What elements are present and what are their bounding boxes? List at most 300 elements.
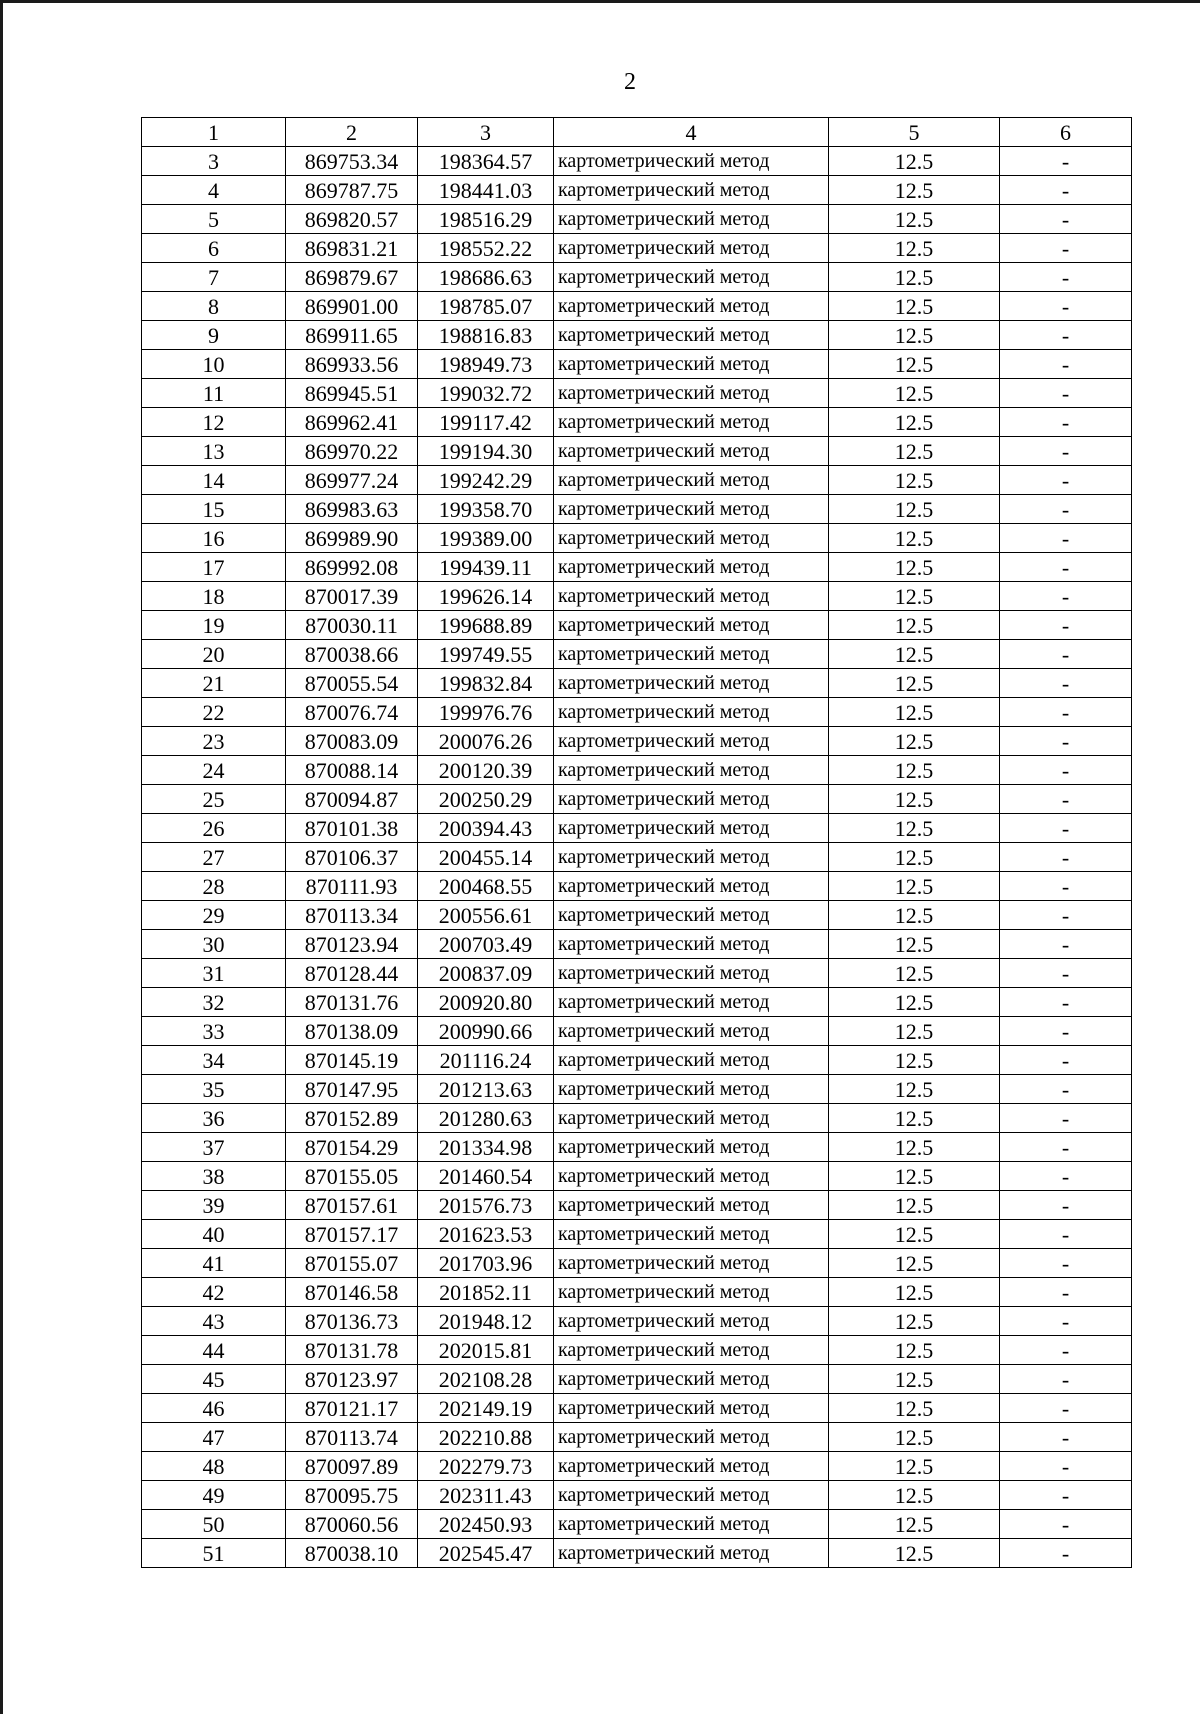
y-coordinate-cell: 200703.49 [418,930,554,959]
point-number-cell: 41 [142,1249,286,1278]
method-cell: картометрический метод [554,872,829,901]
table-row [142,727,1132,756]
table-row [142,1075,1132,1104]
note-cell: - [1000,524,1132,553]
point-number-cell: 8 [142,292,286,321]
accuracy-cell: 12.5 [829,553,1000,582]
y-coordinate-cell: 199976.76 [418,698,554,727]
table-row [142,1539,1132,1568]
table-row [142,872,1132,901]
x-coordinate-cell: 869879.67 [286,263,418,292]
point-number-cell: 44 [142,1336,286,1365]
table-row [142,756,1132,785]
table-row [142,176,1132,205]
x-coordinate-cell: 870131.76 [286,988,418,1017]
point-number-cell: 24 [142,756,286,785]
accuracy-cell: 12.5 [829,1452,1000,1481]
accuracy-cell: 12.5 [829,1133,1000,1162]
table-row [142,321,1132,350]
note-cell: - [1000,1017,1132,1046]
accuracy-cell: 12.5 [829,698,1000,727]
accuracy-cell: 12.5 [829,1423,1000,1452]
accuracy-cell: 12.5 [829,1017,1000,1046]
x-coordinate-cell: 870157.61 [286,1191,418,1220]
accuracy-cell: 12.5 [829,1336,1000,1365]
y-coordinate-cell: 202210.88 [418,1423,554,1452]
y-coordinate-cell: 202108.28 [418,1365,554,1394]
note-cell: - [1000,1191,1132,1220]
x-coordinate-cell: 869989.90 [286,524,418,553]
table-row [142,524,1132,553]
x-coordinate-cell: 870155.05 [286,1162,418,1191]
note-cell: - [1000,1510,1132,1539]
table-row [142,437,1132,466]
x-coordinate-cell: 870088.14 [286,756,418,785]
accuracy-cell: 12.5 [829,176,1000,205]
point-number-cell: 16 [142,524,286,553]
point-number-cell: 37 [142,1133,286,1162]
note-cell: - [1000,1539,1132,1568]
x-coordinate-cell: 870038.10 [286,1539,418,1568]
method-cell: картометрический метод [554,263,829,292]
method-cell: картометрический метод [554,756,829,785]
note-cell: - [1000,1220,1132,1249]
y-coordinate-cell: 200920.80 [418,988,554,1017]
method-cell: картометрический метод [554,379,829,408]
method-cell: картометрический метод [554,1104,829,1133]
y-coordinate-cell: 200837.09 [418,959,554,988]
point-number-cell: 18 [142,582,286,611]
y-coordinate-cell: 201334.98 [418,1133,554,1162]
note-cell: - [1000,292,1132,321]
point-number-cell: 43 [142,1307,286,1336]
y-coordinate-cell: 198364.57 [418,147,554,176]
x-coordinate-cell: 870076.74 [286,698,418,727]
accuracy-cell: 12.5 [829,408,1000,437]
table-row [142,553,1132,582]
table-row [142,1017,1132,1046]
column-header: 4 [554,118,829,147]
method-cell: картометрический метод [554,1452,829,1481]
note-cell: - [1000,466,1132,495]
accuracy-cell: 12.5 [829,843,1000,872]
x-coordinate-cell: 870060.56 [286,1510,418,1539]
method-cell: картометрический метод [554,1423,829,1452]
accuracy-cell: 12.5 [829,1394,1000,1423]
table-row [142,350,1132,379]
accuracy-cell: 12.5 [829,524,1000,553]
y-coordinate-cell: 200990.66 [418,1017,554,1046]
accuracy-cell: 12.5 [829,1249,1000,1278]
accuracy-cell: 12.5 [829,1481,1000,1510]
note-cell: - [1000,930,1132,959]
accuracy-cell: 12.5 [829,640,1000,669]
method-cell: картометрический метод [554,466,829,495]
y-coordinate-cell: 200250.29 [418,785,554,814]
coordinates-table [141,117,1132,1568]
table-row [142,147,1132,176]
point-number-cell: 48 [142,1452,286,1481]
x-coordinate-cell: 869911.65 [286,321,418,350]
table-row [142,959,1132,988]
table-row [142,1046,1132,1075]
y-coordinate-cell: 198441.03 [418,176,554,205]
accuracy-cell: 12.5 [829,930,1000,959]
point-number-cell: 49 [142,1481,286,1510]
accuracy-cell: 12.5 [829,959,1000,988]
y-coordinate-cell: 201623.53 [418,1220,554,1249]
method-cell: картометрический метод [554,292,829,321]
x-coordinate-cell: 870136.73 [286,1307,418,1336]
y-coordinate-cell: 201948.12 [418,1307,554,1336]
method-cell: картометрический метод [554,785,829,814]
method-cell: картометрический метод [554,901,829,930]
x-coordinate-cell: 870017.39 [286,582,418,611]
x-coordinate-cell: 869901.00 [286,292,418,321]
point-number-cell: 28 [142,872,286,901]
note-cell: - [1000,843,1132,872]
method-cell: картометрический метод [554,1307,829,1336]
x-coordinate-cell: 869753.34 [286,147,418,176]
table-row [142,669,1132,698]
y-coordinate-cell: 200120.39 [418,756,554,785]
y-coordinate-cell: 199242.29 [418,466,554,495]
method-cell: картометрический метод [554,321,829,350]
point-number-cell: 12 [142,408,286,437]
point-number-cell: 4 [142,176,286,205]
method-cell: картометрический метод [554,1046,829,1075]
note-cell: - [1000,872,1132,901]
accuracy-cell: 12.5 [829,263,1000,292]
table-row [142,292,1132,321]
point-number-cell: 30 [142,930,286,959]
x-coordinate-cell: 870157.17 [286,1220,418,1249]
table-row [142,379,1132,408]
y-coordinate-cell: 199439.11 [418,553,554,582]
table-row [142,1249,1132,1278]
note-cell: - [1000,437,1132,466]
y-coordinate-cell: 202015.81 [418,1336,554,1365]
accuracy-cell: 12.5 [829,234,1000,263]
y-coordinate-cell: 200455.14 [418,843,554,872]
y-coordinate-cell: 202450.93 [418,1510,554,1539]
y-coordinate-cell: 201280.63 [418,1104,554,1133]
y-coordinate-cell: 202149.19 [418,1394,554,1423]
x-coordinate-cell: 870121.17 [286,1394,418,1423]
x-coordinate-cell: 869962.41 [286,408,418,437]
point-number-cell: 14 [142,466,286,495]
point-number-cell: 51 [142,1539,286,1568]
column-header: 5 [829,118,1000,147]
table-row [142,582,1132,611]
column-header: 6 [1000,118,1132,147]
accuracy-cell: 12.5 [829,669,1000,698]
table-row [142,988,1132,1017]
note-cell: - [1000,263,1132,292]
note-cell: - [1000,205,1132,234]
table-row [142,930,1132,959]
note-cell: - [1000,408,1132,437]
note-cell: - [1000,1481,1132,1510]
x-coordinate-cell: 870152.89 [286,1104,418,1133]
table-row [142,1220,1132,1249]
note-cell: - [1000,1307,1132,1336]
method-cell: картометрический метод [554,350,829,379]
x-coordinate-cell: 870097.89 [286,1452,418,1481]
table-row [142,1307,1132,1336]
note-cell: - [1000,147,1132,176]
method-cell: картометрический метод [554,1394,829,1423]
y-coordinate-cell: 200076.26 [418,727,554,756]
note-cell: - [1000,1133,1132,1162]
note-cell: - [1000,669,1132,698]
point-number-cell: 33 [142,1017,286,1046]
y-coordinate-cell: 199626.14 [418,582,554,611]
accuracy-cell: 12.5 [829,901,1000,930]
note-cell: - [1000,1365,1132,1394]
accuracy-cell: 12.5 [829,1365,1000,1394]
table-row [142,495,1132,524]
method-cell: картометрический метод [554,176,829,205]
x-coordinate-cell: 869933.56 [286,350,418,379]
x-coordinate-cell: 870055.54 [286,669,418,698]
y-coordinate-cell: 200468.55 [418,872,554,901]
x-coordinate-cell: 870154.29 [286,1133,418,1162]
point-number-cell: 35 [142,1075,286,1104]
y-coordinate-cell: 199194.30 [418,437,554,466]
table-row [142,1452,1132,1481]
y-coordinate-cell: 202545.47 [418,1539,554,1568]
method-cell: картометрический метод [554,1481,829,1510]
table-row [142,1133,1132,1162]
accuracy-cell: 12.5 [829,611,1000,640]
y-coordinate-cell: 199389.00 [418,524,554,553]
method-cell: картометрический метод [554,524,829,553]
y-coordinate-cell: 201703.96 [418,1249,554,1278]
note-cell: - [1000,988,1132,1017]
point-number-cell: 20 [142,640,286,669]
x-coordinate-cell: 869787.75 [286,176,418,205]
y-coordinate-cell: 199032.72 [418,379,554,408]
method-cell: картометрический метод [554,1017,829,1046]
x-coordinate-cell: 870155.07 [286,1249,418,1278]
y-coordinate-cell: 200556.61 [418,901,554,930]
point-number-cell: 27 [142,843,286,872]
note-cell: - [1000,379,1132,408]
point-number-cell: 39 [142,1191,286,1220]
accuracy-cell: 12.5 [829,1510,1000,1539]
point-number-cell: 29 [142,901,286,930]
point-number-cell: 10 [142,350,286,379]
x-coordinate-cell: 870030.11 [286,611,418,640]
table-row [142,1336,1132,1365]
note-cell: - [1000,1336,1132,1365]
note-cell: - [1000,1278,1132,1307]
y-coordinate-cell: 201852.11 [418,1278,554,1307]
point-number-cell: 34 [142,1046,286,1075]
table-row [142,1104,1132,1133]
x-coordinate-cell: 870111.93 [286,872,418,901]
note-cell: - [1000,727,1132,756]
method-cell: картометрический метод [554,698,829,727]
y-coordinate-cell: 199749.55 [418,640,554,669]
table-row [142,1365,1132,1394]
scan-edge-left [0,0,3,1714]
accuracy-cell: 12.5 [829,292,1000,321]
accuracy-cell: 12.5 [829,466,1000,495]
point-number-cell: 26 [142,814,286,843]
accuracy-cell: 12.5 [829,321,1000,350]
method-cell: картометрический метод [554,930,829,959]
accuracy-cell: 12.5 [829,756,1000,785]
table-row [142,1510,1132,1539]
method-cell: картометрический метод [554,1510,829,1539]
table-row [142,1162,1132,1191]
method-cell: картометрический метод [554,1249,829,1278]
table-row [142,234,1132,263]
accuracy-cell: 12.5 [829,1220,1000,1249]
point-number-cell: 32 [142,988,286,1017]
x-coordinate-cell: 870038.66 [286,640,418,669]
note-cell: - [1000,1046,1132,1075]
x-coordinate-cell: 870106.37 [286,843,418,872]
x-coordinate-cell: 870131.78 [286,1336,418,1365]
column-header: 1 [142,118,286,147]
point-number-cell: 11 [142,379,286,408]
method-cell: картометрический метод [554,553,829,582]
method-cell: картометрический метод [554,1220,829,1249]
method-cell: картометрический метод [554,147,829,176]
x-coordinate-cell: 870123.97 [286,1365,418,1394]
point-number-cell: 17 [142,553,286,582]
method-cell: картометрический метод [554,1162,829,1191]
point-number-cell: 45 [142,1365,286,1394]
point-number-cell: 42 [142,1278,286,1307]
point-number-cell: 7 [142,263,286,292]
x-coordinate-cell: 870123.94 [286,930,418,959]
table-row [142,785,1132,814]
y-coordinate-cell: 201213.63 [418,1075,554,1104]
accuracy-cell: 12.5 [829,350,1000,379]
point-number-cell: 38 [142,1162,286,1191]
table-row [142,1423,1132,1452]
note-cell: - [1000,553,1132,582]
table-row [142,640,1132,669]
x-coordinate-cell: 870128.44 [286,959,418,988]
note-cell: - [1000,582,1132,611]
note-cell: - [1000,901,1132,930]
y-coordinate-cell: 199832.84 [418,669,554,698]
point-number-cell: 31 [142,959,286,988]
accuracy-cell: 12.5 [829,1075,1000,1104]
note-cell: - [1000,640,1132,669]
point-number-cell: 40 [142,1220,286,1249]
point-number-cell: 36 [142,1104,286,1133]
method-cell: картометрический метод [554,205,829,234]
page-number: 2 [624,69,636,95]
table-row [142,466,1132,495]
method-cell: картометрический метод [554,727,829,756]
table-row [142,611,1132,640]
y-coordinate-cell: 199688.89 [418,611,554,640]
accuracy-cell: 12.5 [829,495,1000,524]
table-row [142,698,1132,727]
accuracy-cell: 12.5 [829,379,1000,408]
note-cell: - [1000,814,1132,843]
point-number-cell: 23 [142,727,286,756]
table-row [142,263,1132,292]
x-coordinate-cell: 870095.75 [286,1481,418,1510]
method-cell: картометрический метод [554,1539,829,1568]
point-number-cell: 15 [142,495,286,524]
x-coordinate-cell: 870094.87 [286,785,418,814]
accuracy-cell: 12.5 [829,988,1000,1017]
accuracy-cell: 12.5 [829,1539,1000,1568]
method-cell: картометрический метод [554,495,829,524]
x-coordinate-cell: 870101.38 [286,814,418,843]
note-cell: - [1000,1452,1132,1481]
x-coordinate-cell: 869992.08 [286,553,418,582]
scan-edge-top [0,0,1200,3]
y-coordinate-cell: 202279.73 [418,1452,554,1481]
x-coordinate-cell: 870113.74 [286,1423,418,1452]
x-coordinate-cell: 870138.09 [286,1017,418,1046]
method-cell: картометрический метод [554,640,829,669]
note-cell: - [1000,1249,1132,1278]
accuracy-cell: 12.5 [829,1191,1000,1220]
method-cell: картометрический метод [554,959,829,988]
table-header-row [142,118,1132,147]
point-number-cell: 25 [142,785,286,814]
accuracy-cell: 12.5 [829,1307,1000,1336]
method-cell: картометрический метод [554,1365,829,1394]
accuracy-cell: 12.5 [829,872,1000,901]
method-cell: картометрический метод [554,582,829,611]
table-row [142,1278,1132,1307]
accuracy-cell: 12.5 [829,1278,1000,1307]
x-coordinate-cell: 869945.51 [286,379,418,408]
method-cell: картометрический метод [554,437,829,466]
table-row [142,901,1132,930]
method-cell: картометрический метод [554,843,829,872]
method-cell: картометрический метод [554,1336,829,1365]
table-row [142,205,1132,234]
method-cell: картометрический метод [554,234,829,263]
x-coordinate-cell: 870083.09 [286,727,418,756]
y-coordinate-cell: 202311.43 [418,1481,554,1510]
accuracy-cell: 12.5 [829,205,1000,234]
accuracy-cell: 12.5 [829,1046,1000,1075]
accuracy-cell: 12.5 [829,785,1000,814]
x-coordinate-cell: 870145.19 [286,1046,418,1075]
accuracy-cell: 12.5 [829,1162,1000,1191]
point-number-cell: 19 [142,611,286,640]
method-cell: картометрический метод [554,814,829,843]
y-coordinate-cell: 198816.83 [418,321,554,350]
column-header: 3 [418,118,554,147]
table-row [142,1394,1132,1423]
y-coordinate-cell: 200394.43 [418,814,554,843]
note-cell: - [1000,1104,1132,1133]
note-cell: - [1000,1162,1132,1191]
method-cell: картометрический метод [554,1278,829,1307]
point-number-cell: 21 [142,669,286,698]
note-cell: - [1000,350,1132,379]
note-cell: - [1000,1075,1132,1104]
table-row [142,1191,1132,1220]
x-coordinate-cell: 869970.22 [286,437,418,466]
point-number-cell: 13 [142,437,286,466]
